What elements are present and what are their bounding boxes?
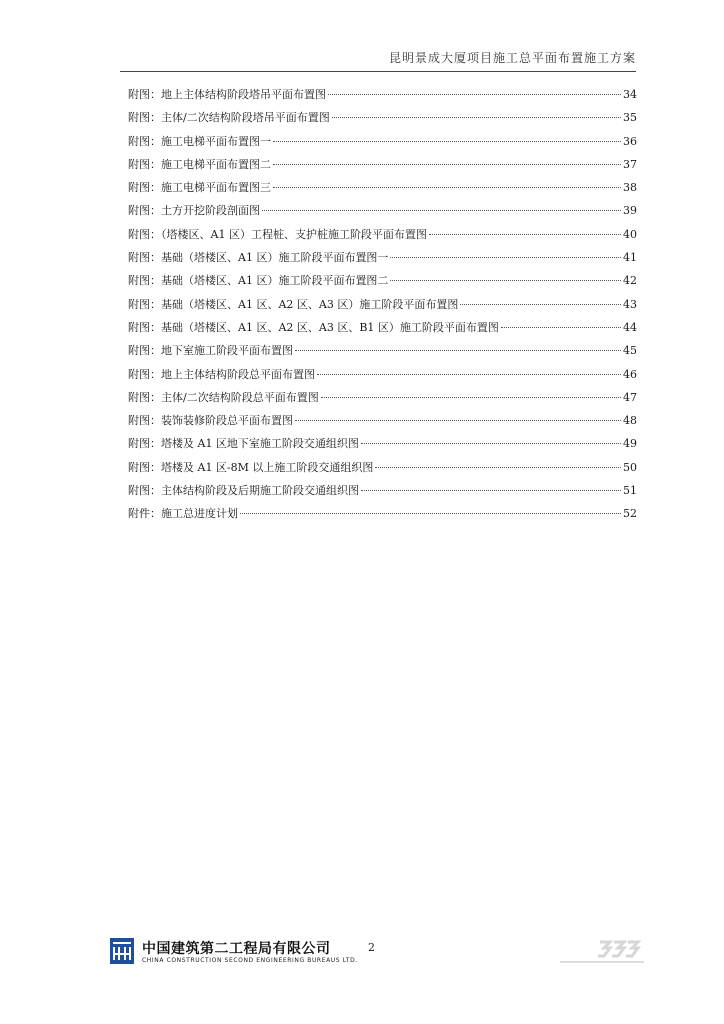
toc-entry-title: 附图：基础（塔楼区、A1 区）施工阶段平面布置图一: [128, 251, 389, 265]
company-name-english: CHINA CONSTRUCTION SECOND ENGINEERING BUREAUS LTD.: [142, 957, 358, 964]
toc-entry[interactable]: [128, 226, 637, 249]
toc-dot-leader: [321, 397, 621, 398]
toc-entry[interactable]: [128, 109, 637, 132]
toc-entry-title: 附图：装饰装修阶段总平面布置图: [128, 414, 293, 428]
toc-entry[interactable]: [128, 389, 637, 412]
toc-entry-page: 52: [623, 507, 637, 521]
toc-dot-leader: [332, 117, 621, 118]
toc-entry[interactable]: [128, 342, 637, 365]
toc-dot-leader: [262, 210, 621, 211]
toc-entry-page: 50: [623, 460, 637, 474]
toc-dot-leader: [460, 304, 621, 305]
toc-entry-page: 48: [623, 414, 637, 428]
toc-entry-title: 附图：土方开挖阶段剖面图: [128, 204, 260, 218]
toc-entry-title: 附图：地上主体结构阶段塔吊平面布置图: [128, 88, 326, 101]
toc-dot-leader: [240, 513, 621, 514]
toc-entry-page: 39: [623, 204, 637, 218]
header-divider: [120, 71, 636, 72]
toc-entry-page: 41: [623, 251, 637, 265]
toc-entry[interactable]: [128, 505, 637, 528]
toc-entry-page: 43: [623, 297, 637, 311]
toc-entry[interactable]: [128, 133, 637, 156]
toc-entry-title: 附图：地上主体结构阶段总平面布置图: [128, 367, 315, 381]
toc-entry[interactable]: [128, 86, 637, 109]
toc-dot-leader: [390, 257, 621, 258]
toc-entry-title: 附件：施工总进度计划: [128, 507, 238, 521]
toc-entry[interactable]: [128, 435, 637, 458]
toc-dot-leader: [390, 280, 621, 281]
toc-entry-title: 附图：基础（塔楼区、A1 区、A2 区、A3 区、B1 区）施工阶段平面布置图: [128, 320, 499, 334]
watermark-stamp-icon: [560, 938, 644, 968]
toc-entry-page: 49: [623, 437, 637, 451]
toc-entry-title: 附图：主体/二次结构阶段塔吊平面布置图: [128, 111, 330, 125]
toc-entry[interactable]: [128, 366, 637, 389]
cscec-logo-icon: [110, 938, 134, 964]
toc-entry-page: 36: [623, 134, 637, 148]
toc-entry[interactable]: [128, 296, 637, 319]
toc-entry-title: 附图：（塔楼区、A1 区）工程桩、支护桩施工阶段平面布置图: [128, 227, 427, 241]
toc-entry-page: 47: [623, 390, 637, 404]
toc-entry[interactable]: [128, 319, 637, 342]
toc-entry[interactable]: [128, 249, 637, 272]
document-header-title: 昆明景成大厦项目施工总平面布置施工方案: [388, 51, 636, 65]
toc-entry-title: 附图：基础（塔楼区、A1 区）施工阶段平面布置图二: [128, 274, 389, 288]
toc-entry[interactable]: [128, 179, 637, 202]
toc-entry-title: 附图：塔楼及 A1 区-8M 以上施工阶段交通组织图: [128, 460, 374, 474]
toc-dot-leader: [375, 467, 621, 468]
toc-entry[interactable]: [128, 156, 637, 179]
toc-entry-page: 51: [623, 484, 637, 498]
toc-entry[interactable]: [128, 482, 637, 505]
toc-entry[interactable]: [128, 202, 637, 225]
toc-dot-leader: [295, 420, 621, 421]
toc-dot-leader: [273, 187, 621, 188]
toc-entry-page: 35: [623, 111, 637, 125]
toc-entry-page: 45: [623, 344, 637, 358]
toc-entry[interactable]: [128, 459, 637, 482]
toc-dot-leader: [361, 443, 621, 444]
toc-entry-title: 附图：基础（塔楼区、A1 区、A2 区、A3 区）施工阶段平面布置图: [128, 297, 459, 311]
toc-entry-title: 附图：主体结构阶段及后期施工阶段交通组织图: [128, 484, 359, 498]
toc-dot-leader: [429, 234, 621, 235]
toc-entry[interactable]: [128, 272, 637, 295]
toc-dot-leader: [317, 374, 621, 375]
toc-entry-page: 42: [623, 274, 637, 288]
toc-entry-title: 附图：塔楼及 A1 区地下室施工阶段交通组织图: [128, 437, 359, 451]
toc-entry-page: 40: [623, 227, 637, 241]
toc-entry-page: 38: [623, 181, 637, 195]
table-of-contents: [128, 86, 637, 529]
toc-entry-page: 44: [623, 320, 637, 334]
toc-dot-leader: [328, 94, 621, 95]
toc-dot-leader: [273, 141, 621, 142]
toc-entry-page: 46: [623, 367, 637, 381]
company-name: 中国建筑第二工程局有限公司: [142, 941, 331, 957]
toc-entry-title: 附图：施工电梯平面布置图三: [128, 181, 271, 195]
toc-entry-title: 附图：施工电梯平面布置图一: [128, 134, 271, 148]
toc-entry-page: 34: [623, 88, 637, 101]
toc-dot-leader: [501, 327, 621, 328]
toc-dot-leader: [361, 490, 621, 491]
toc-entry[interactable]: [128, 412, 637, 435]
page-number: 2: [368, 941, 375, 954]
toc-entry-page: 37: [623, 157, 637, 171]
toc-entry-title: 附图：主体/二次结构阶段总平面布置图: [128, 390, 319, 404]
toc-dot-leader: [273, 164, 621, 165]
toc-dot-leader: [295, 350, 621, 351]
toc-entry-title: 附图：地下室施工阶段平面布置图: [128, 344, 293, 358]
toc-entry-title: 附图：施工电梯平面布置图二: [128, 157, 271, 171]
